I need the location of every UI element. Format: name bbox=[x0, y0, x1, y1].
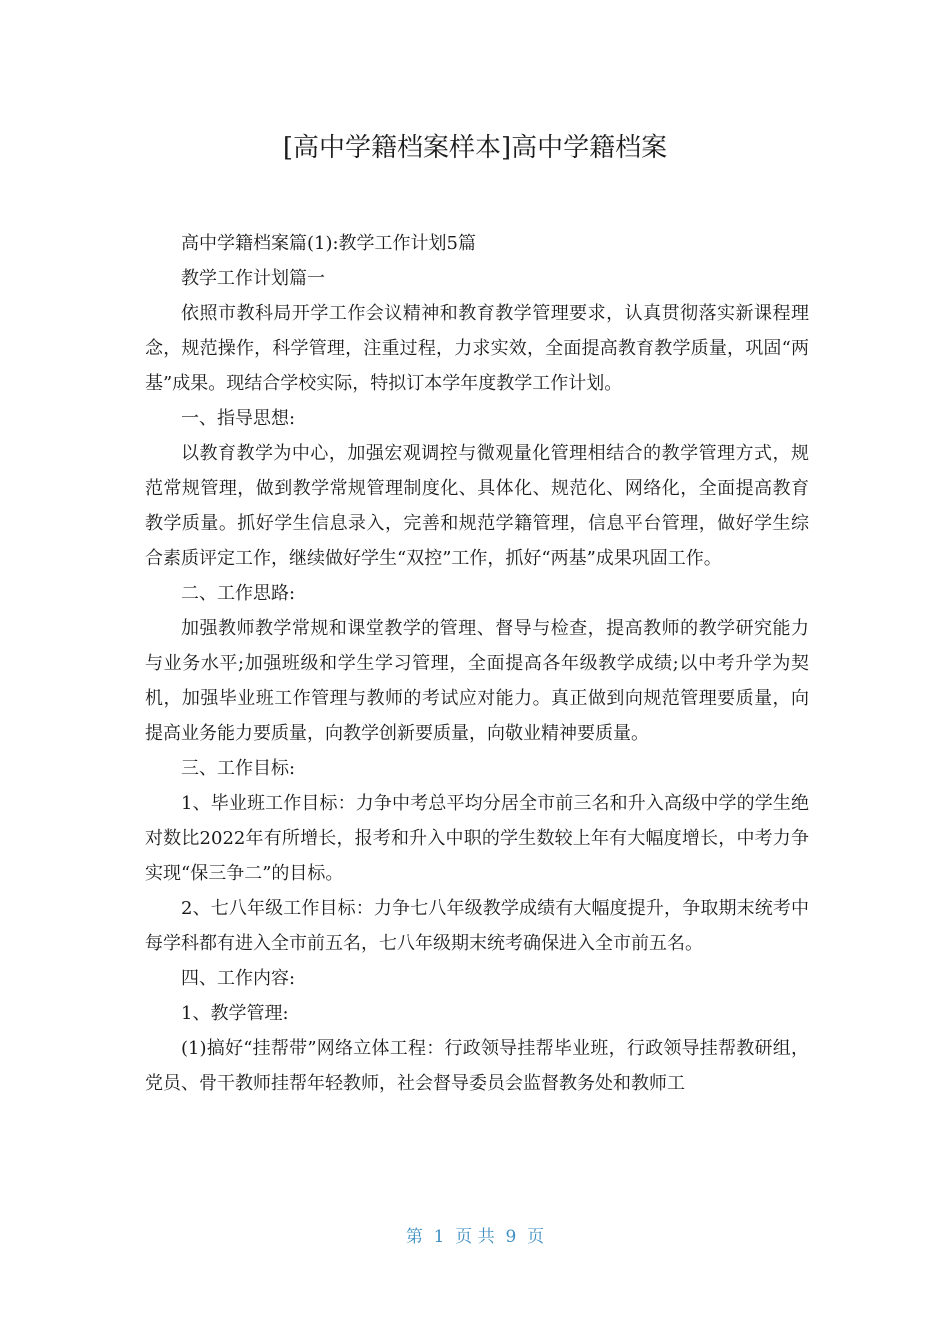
section-heading: 三、工作目标: bbox=[181, 758, 296, 779]
paragraph: 以教育教学为中心，加强宏观调控与微观量化管理相结合的教学管理方式，规范常规管理，做到教学常规管理制度化、具体化、规范化、网络化，全面提高教育教学质量。抓好学生信息录入，完善和规范学籍管理，信息平台管理，做好学生综合素质评定工作，继续做好学生“双控”工作，抓好“两基”成果巩固工作。 bbox=[145, 443, 809, 569]
paragraph: 依照市教科局开学工作会议精神和教育教学管理要求，认真贯彻落实新课程理念，规范操作，科学管理，注重过程，力求实效，全面提高教育教学质量，巩固“两基”成果。现结合学校实际，特拟订本学年度教学工作计划。 bbox=[145, 303, 809, 394]
section-heading: 一、指导思想: bbox=[181, 408, 296, 429]
document-title: [高中学籍档案样本]高中学籍档案 bbox=[282, 133, 668, 163]
document-body bbox=[145, 226, 809, 1101]
section-heading: 四、工作内容: bbox=[181, 968, 296, 989]
section-heading: 二、工作思路: bbox=[181, 583, 296, 604]
paragraph: 加强教师教学常规和课堂教学的管理、督导与检查，提高教师的教学研究能力与业务水平;加强班级和学生学习管理，全面提高各年级教学成绩;以中考升学为契机，加强毕业班工作管理与教师的考试应对能力。真正做到向规范管理要质量，向提高业务能力要质量，向教学创新要质量，向敬业精神要质量。 bbox=[145, 618, 809, 744]
sub-heading: 1、教学管理: bbox=[181, 1003, 289, 1024]
paragraph: 教学工作计划篇一 bbox=[181, 268, 325, 289]
paragraph: 1、毕业班工作目标：力争中考总平均分居全市前三名和升入高级中学的学生绝对数比2022年有所增长，报考和升入中职的学生数较上年有大幅度增长，中考力争实现“保三争二”的目标。 bbox=[145, 793, 809, 884]
page-footer: 第 1 页 共 9 页 bbox=[405, 1227, 545, 1247]
paragraph: 2、七八年级工作目标：力争七八年级教学成绩有大幅度提升，争取期末统考中每学科都有进入全市前五名，七八年级期末统考确保进入全市前五名。 bbox=[145, 898, 809, 954]
paragraph: 高中学籍档案篇(1):教学工作计划5篇 bbox=[181, 233, 477, 254]
paragraph: (1)搞好“挂帮带”网络立体工程：行政领导挂帮毕业班，行政领导挂帮教研组，党员、骨干教师挂帮年轻教师，社会督导委员会监督教务处和教师工 bbox=[145, 1038, 809, 1094]
